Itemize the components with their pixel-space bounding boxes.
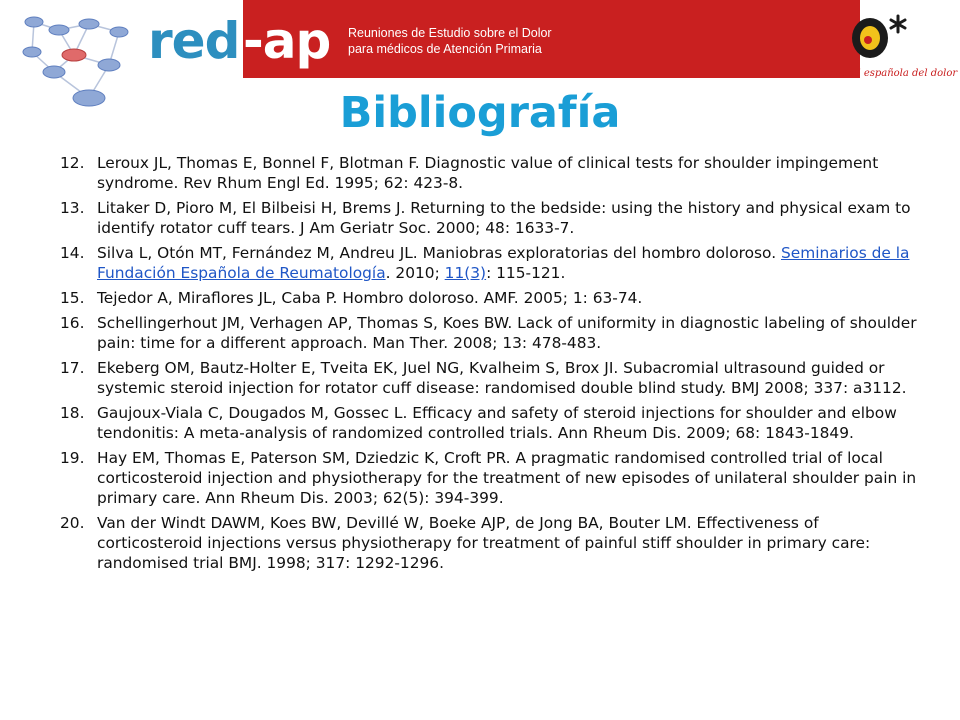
reference-text-pre: Silva L, Otón MT, Fernández M, Andreu JL. Maniobras exploratorias del hombro doloroso. [97, 244, 781, 262]
reference-text: Tejedor A, Miraflores JL, Caba P. Hombro doloroso. AMF. 2005; 1: 63-74. [97, 289, 643, 307]
reference-text: Gaujoux-Viala C, Dougados M, Gossec L. Efficacy and safety of steroid injections for shoulder and elbow tendonitis: A meta-analysis of randomized controlled trials. Ann Rheum Dis. 2009; 68: 1843-1849. [97, 404, 897, 442]
reference-item [60, 448, 920, 508]
reference-text: Leroux JL, Thomas E, Bonnel F, Blotman F. Diagnostic value of clinical tests for shoulder impingement syndrome. Rev Rhum Engl Ed. 1995; 62: 423-8. [97, 154, 879, 192]
reference-item [60, 513, 920, 573]
reference-text: Schellingerhout JM, Verhagen AP, Thomas S, Koes BW. Lack of uniformity in diagnostic labeling of shoulder pain: time for a different approach. Man Ther. 2008; 13: 478-483. [97, 314, 917, 352]
reference-number: 20. [60, 514, 85, 532]
tagline-line-2: para médicos de Atención Primaria [348, 42, 542, 56]
header-banner [243, 0, 860, 78]
tagline-line-1: Reuniones de Estudio sobre el Dolor [348, 26, 552, 40]
reference-number: 12. [60, 154, 85, 172]
reference-text: Ekeberg OM, Bautz-Holter E, Tveita EK, Juel NG, Kvalheim S, Brox JI. Subacromial ultrasound guided or systemic steroid injection for rotator cuff disease: randomised double blind study. BMJ 2008; 337: a3112. [97, 359, 907, 397]
reference-number: 15. [60, 289, 85, 307]
reference-text: Van der Windt DAWM, Koes BW, Devillé W, Boeke AJP, de Jong BA, Bouter LM. Effectiveness of corticosteroid injections versus physiotherapy for treatment of painful stiff shoulder in primary care: randomised trial BMJ. 1998; 317: 1292-1296. [97, 514, 871, 572]
reference-item [60, 358, 920, 398]
reference-number: 13. [60, 199, 85, 217]
reference-number: 14. [60, 244, 85, 262]
reference-list [60, 153, 920, 578]
issue-link[interactable]: 11(3) [444, 264, 487, 282]
reference-number: 18. [60, 404, 85, 422]
reference-item [60, 403, 920, 443]
reference-text: Litaker D, Pioro M, El Bilbeisi H, Brems J. Returning to the bedside: using the history and physical exam to identify rotator cuff tears. J Am Geriatr Soc. 2000; 48: 1633-7. [97, 199, 911, 237]
reference-number: 16. [60, 314, 85, 332]
reference-text-post: : 115-121. [486, 264, 566, 282]
reference-item [60, 313, 920, 353]
brand-ap-text: -ap [243, 12, 331, 70]
reference-item [60, 243, 920, 283]
brand-red-text: red [148, 12, 240, 70]
reference-number: 17. [60, 359, 85, 377]
society-caption: sociedad española del dolor [816, 68, 958, 79]
reference-text-mid: . 2010; [385, 264, 445, 282]
journal-link[interactable]: Seminarios de la Fundación Española de Reumatología [97, 244, 910, 282]
reference-text [97, 243, 920, 283]
page-title: Bibliografía [339, 88, 621, 138]
reference-item [60, 198, 920, 238]
reference-text: Hay EM, Thomas E, Paterson SM, Dziedzic K, Croft PR. A pragmatic randomised controlled trial of local corticosteroid injection and physiotherapy for the treatment of new episodes of unilateral shoulder pain in primary care. Ann Rheum Dis. 2003; 62(5): 394-399. [97, 449, 917, 507]
reference-number: 19. [60, 449, 85, 467]
reference-item [60, 288, 920, 308]
reference-item [60, 153, 920, 193]
